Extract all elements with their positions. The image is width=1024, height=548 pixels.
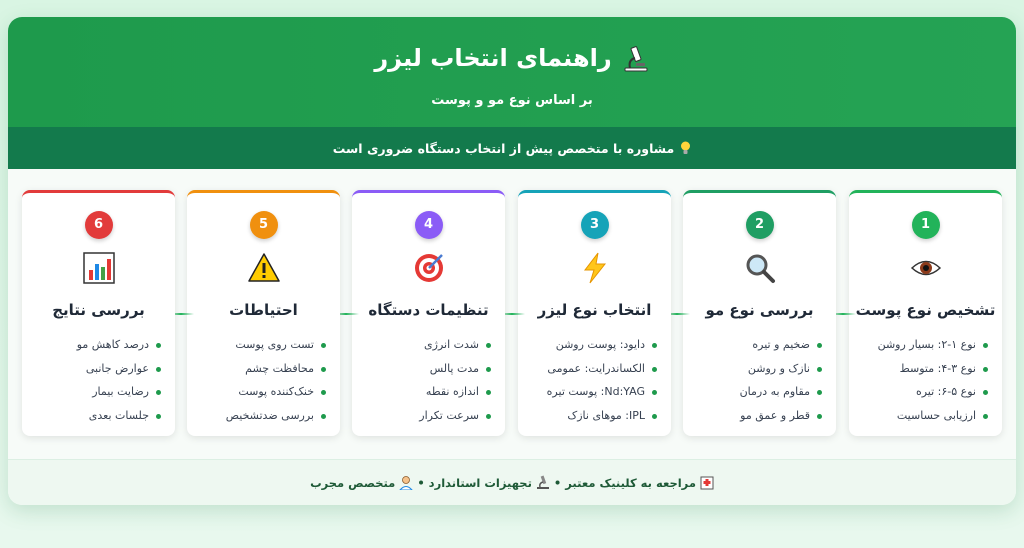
list-item: ضخیم و تیره [689,333,822,357]
step-list [193,333,326,427]
list-item: قطر و عمق مو [689,404,822,428]
notice-banner [8,127,1016,169]
steps-row [22,190,1002,440]
lightbulb-icon [680,141,691,155]
step-list [689,333,822,427]
step-list [28,333,161,427]
header [8,17,1016,127]
target-icon [412,251,446,285]
list-item: ارزیابی حساسیت [855,404,988,428]
list-item: شدت انرژی [358,333,491,357]
step-number-badge: 2 [746,211,774,239]
footer [8,459,1016,505]
list-item: اندازه نقطه [358,380,491,404]
step-list [855,333,988,427]
hospital-icon [700,475,714,490]
list-item: نازک و روشن [689,357,822,381]
list-item: نوع ۵-۶: تیره [855,380,988,404]
step-number-badge: 4 [415,211,443,239]
step-list [358,333,491,427]
footer-separator: • [553,475,562,490]
microscope-icon [536,475,550,490]
magnifier-icon [743,251,777,285]
laser-guide-card [8,17,1016,505]
step-title: احتیاطات [229,301,298,319]
step-title: بررسی نتایج [52,301,145,319]
list-item: Nd:YAG: پوست تیره [524,380,657,404]
list-item: IPL: موهای نازک [524,404,657,428]
microscope-icon [622,43,650,73]
list-item: جلسات بعدی [28,404,161,428]
step-card-3 [518,190,671,436]
lightning-icon [578,251,612,285]
chart-icon [82,251,116,285]
step-number-badge: 6 [85,211,113,239]
list-item: نوع ۱-۲: بسیار روشن [855,333,988,357]
step-card-1 [849,190,1002,436]
page-subtitle: بر اساس نوع مو و پوست [431,93,593,108]
step-number-badge: 3 [581,211,609,239]
list-item: سرعت تکرار [358,404,491,428]
step-title: بررسی نوع مو [705,301,814,319]
list-item: درصد کاهش مو [28,333,161,357]
footer-text-clinic: مراجعه به کلینیک معتبر [565,475,696,490]
list-item: خنک‌کننده پوست [193,380,326,404]
step-number-badge: 1 [912,211,940,239]
step-list [524,333,657,427]
warning-icon [247,251,281,285]
list-item: رضایت بیمار [28,380,161,404]
list-item: تست روی پوست [193,333,326,357]
footer-separator: • [417,475,425,490]
step-card-6 [22,190,175,436]
step-card-2 [683,190,836,436]
footer-text-specialist: متخصص مجرب [310,475,396,490]
step-card-4 [352,190,505,436]
list-item: مقاوم به درمان [689,380,822,404]
list-item: الکساندرایت: عمومی [524,357,657,381]
list-item: نوع ۳-۴: متوسط [855,357,988,381]
step-title: انتخاب نوع لیزر [537,301,652,319]
list-item: بررسی ضدتشخیص [193,404,326,428]
step-title: تنظیمات دستگاه [368,301,489,319]
footer-text-equipment: تجهیزات استاندارد [428,475,532,490]
step-card-5 [187,190,340,436]
page-title: راهنمای انتخاب لیزر [374,44,612,72]
list-item: محافظت چشم [193,357,326,381]
doctor-icon [399,475,413,490]
list-item: عوارض جانبی [28,357,161,381]
step-number-badge: 5 [250,211,278,239]
list-item: دایود: پوست روشن [524,333,657,357]
eye-icon [909,251,943,285]
title-row [8,43,1016,73]
list-item: مدت پالس [358,357,491,381]
notice-text: مشاوره با متخصص پیش از انتخاب دستگاه ضروری است [332,140,675,156]
step-title: تشخیص نوع پوست [855,301,996,319]
